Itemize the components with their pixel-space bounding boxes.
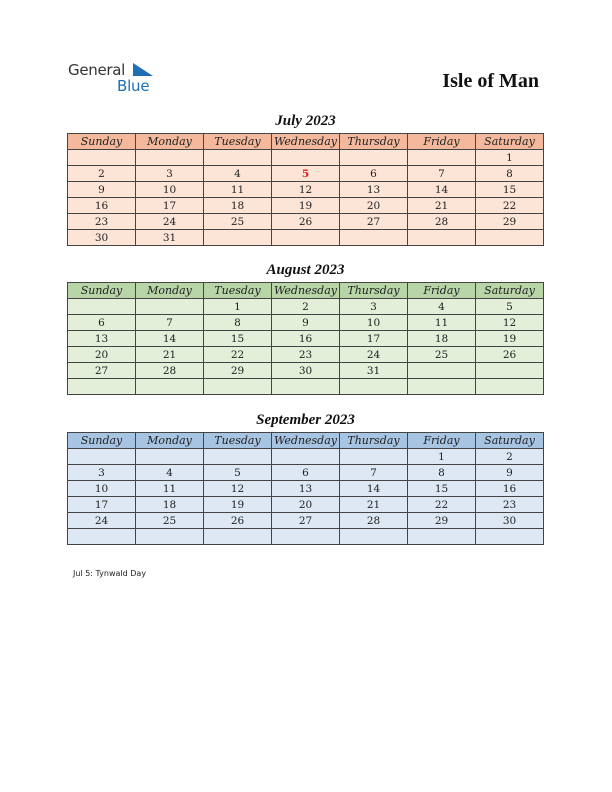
week-row	[68, 166, 544, 182]
week-row	[68, 315, 544, 331]
day-cell: 4	[204, 166, 272, 182]
weekday-header-row	[68, 433, 544, 449]
week-row	[68, 230, 544, 246]
week-row	[68, 214, 544, 230]
weekday-header: Sunday	[68, 283, 136, 299]
day-cell	[272, 150, 340, 166]
day-cell: 8	[204, 315, 272, 331]
week-row	[68, 347, 544, 363]
week-row	[68, 198, 544, 214]
day-cell: 11	[204, 182, 272, 198]
week-row	[68, 150, 544, 166]
day-cell: 21	[340, 497, 408, 513]
day-cell: 17	[136, 198, 204, 214]
day-cell	[136, 299, 204, 315]
day-cell: 31	[136, 230, 204, 246]
day-cell: 1	[204, 299, 272, 315]
day-cell: 29	[204, 363, 272, 379]
weekday-header: Monday	[136, 283, 204, 299]
day-cell: 13	[272, 481, 340, 497]
country-title: Isle of Man	[442, 70, 539, 92]
day-cell: 28	[408, 214, 476, 230]
weekday-header: Thursday	[340, 134, 408, 150]
day-cell: 10	[68, 481, 136, 497]
month-title: July 2023	[275, 113, 336, 129]
day-cell: 10	[340, 315, 408, 331]
weekday-header: Wednesday	[272, 134, 340, 150]
day-cell: 28	[136, 363, 204, 379]
day-cell: 19	[204, 497, 272, 513]
weekday-header: Sunday	[68, 134, 136, 150]
day-cell: 12	[272, 182, 340, 198]
weekday-header: Thursday	[340, 283, 408, 299]
day-cell: 30	[476, 513, 544, 529]
day-cell: 7	[408, 166, 476, 182]
day-cell: 25	[136, 513, 204, 529]
day-cell	[476, 379, 544, 395]
day-cell: 29	[476, 214, 544, 230]
day-cell: 20	[272, 497, 340, 513]
logo-word-blue: Blue	[117, 77, 150, 95]
day-cell: 21	[408, 198, 476, 214]
day-cell: 12	[204, 481, 272, 497]
weekday-header: Saturday	[476, 134, 544, 150]
weekday-header: Tuesday	[204, 433, 272, 449]
logo-word-general: General	[68, 61, 126, 79]
day-cell	[340, 150, 408, 166]
week-row	[68, 449, 544, 465]
day-cell: 6	[68, 315, 136, 331]
day-cell: 24	[136, 214, 204, 230]
week-row	[68, 379, 544, 395]
day-cell: 4	[408, 299, 476, 315]
day-cell: 4	[136, 465, 204, 481]
day-cell: 23	[68, 214, 136, 230]
day-cell: 27	[272, 513, 340, 529]
day-cell: 18	[408, 331, 476, 347]
day-cell: 12	[476, 315, 544, 331]
day-cell	[204, 230, 272, 246]
day-cell: 6	[340, 166, 408, 182]
day-cell	[204, 529, 272, 545]
weekday-header: Tuesday	[204, 134, 272, 150]
day-cell: 2	[476, 449, 544, 465]
day-cell: 15	[476, 182, 544, 198]
day-cell: 17	[340, 331, 408, 347]
day-cell: 6	[272, 465, 340, 481]
day-cell: 9	[68, 182, 136, 198]
week-row	[68, 529, 544, 545]
day-cell	[204, 379, 272, 395]
weekday-header: Friday	[408, 283, 476, 299]
day-cell: 14	[340, 481, 408, 497]
day-cell	[204, 449, 272, 465]
day-cell: 7	[136, 315, 204, 331]
week-row	[68, 481, 544, 497]
day-cell	[68, 299, 136, 315]
day-cell: 16	[476, 481, 544, 497]
day-cell: 24	[340, 347, 408, 363]
day-cell	[136, 150, 204, 166]
day-cell: 3	[136, 166, 204, 182]
day-cell: 5	[204, 465, 272, 481]
day-cell: 14	[408, 182, 476, 198]
weekday-header-row	[68, 134, 544, 150]
day-cell	[68, 449, 136, 465]
day-cell	[204, 150, 272, 166]
day-cell: 2	[68, 166, 136, 182]
week-row	[68, 497, 544, 513]
day-cell: 27	[340, 214, 408, 230]
day-cell: 17	[68, 497, 136, 513]
day-cell: 21	[136, 347, 204, 363]
day-cell: 30	[272, 363, 340, 379]
week-row	[68, 182, 544, 198]
weekday-header: Saturday	[476, 433, 544, 449]
weekday-header: Monday	[136, 134, 204, 150]
week-row	[68, 465, 544, 481]
month-calendar-table	[67, 133, 544, 246]
day-cell	[68, 150, 136, 166]
weekday-header-row	[68, 283, 544, 299]
day-cell	[408, 363, 476, 379]
day-cell: 30	[68, 230, 136, 246]
day-cell	[408, 150, 476, 166]
day-cell: 29	[408, 513, 476, 529]
day-cell	[340, 449, 408, 465]
day-cell: 18	[136, 497, 204, 513]
day-cell: 19	[476, 331, 544, 347]
day-cell: 2	[272, 299, 340, 315]
weekday-header: Monday	[136, 433, 204, 449]
weekday-header: Friday	[408, 433, 476, 449]
weekday-header: Wednesday	[272, 433, 340, 449]
day-cell: 16	[272, 331, 340, 347]
weekday-header: Friday	[408, 134, 476, 150]
week-row	[68, 513, 544, 529]
day-cell	[136, 529, 204, 545]
day-cell	[340, 529, 408, 545]
day-cell	[340, 379, 408, 395]
day-cell	[272, 379, 340, 395]
week-row	[68, 331, 544, 347]
day-cell	[476, 230, 544, 246]
day-cell: 5	[476, 299, 544, 315]
weekday-header: Tuesday	[204, 283, 272, 299]
day-cell	[272, 529, 340, 545]
day-cell: 26	[476, 347, 544, 363]
day-cell: 31	[340, 363, 408, 379]
day-cell	[476, 363, 544, 379]
day-cell: 15	[408, 481, 476, 497]
day-cell	[408, 230, 476, 246]
day-cell	[136, 379, 204, 395]
day-cell: 10	[136, 182, 204, 198]
week-row	[68, 299, 544, 315]
day-cell: 25	[408, 347, 476, 363]
day-cell: 27	[68, 363, 136, 379]
day-cell: 16	[68, 198, 136, 214]
day-cell	[476, 529, 544, 545]
day-cell: 8	[408, 465, 476, 481]
generalblue-logo	[68, 60, 168, 100]
day-cell	[340, 230, 408, 246]
weekday-header: Sunday	[68, 433, 136, 449]
day-cell	[272, 230, 340, 246]
day-cell: 11	[136, 481, 204, 497]
day-cell: 8	[476, 166, 544, 182]
day-cell: 9	[272, 315, 340, 331]
day-cell: 13	[340, 182, 408, 198]
day-cell	[68, 529, 136, 545]
weekday-header: Saturday	[476, 283, 544, 299]
day-cell: 28	[340, 513, 408, 529]
day-cell	[68, 379, 136, 395]
holiday-note: Jul 5: Tynwald Day	[73, 569, 147, 578]
month-calendar-table	[67, 282, 544, 395]
weekday-header: Wednesday	[272, 283, 340, 299]
day-cell: 22	[204, 347, 272, 363]
day-cell: 18	[204, 198, 272, 214]
day-cell	[408, 379, 476, 395]
logo-triangle-icon	[133, 63, 153, 77]
day-cell: 23	[476, 497, 544, 513]
day-cell: 13	[68, 331, 136, 347]
day-cell: 11	[408, 315, 476, 331]
day-cell: 7	[340, 465, 408, 481]
day-cell: 26	[204, 513, 272, 529]
day-cell	[272, 449, 340, 465]
day-cell: 9	[476, 465, 544, 481]
month-title: August 2023	[266, 262, 345, 278]
week-row	[68, 363, 544, 379]
day-cell: 22	[476, 198, 544, 214]
day-cell: 14	[136, 331, 204, 347]
holiday-day-cell: 5	[272, 166, 340, 182]
month-title: September 2023	[256, 412, 355, 428]
day-cell: 1	[476, 150, 544, 166]
day-cell: 26	[272, 214, 340, 230]
day-cell: 22	[408, 497, 476, 513]
day-cell: 3	[340, 299, 408, 315]
day-cell: 19	[272, 198, 340, 214]
day-cell: 23	[272, 347, 340, 363]
month-calendar-table	[67, 432, 544, 545]
day-cell: 3	[68, 465, 136, 481]
day-cell: 15	[204, 331, 272, 347]
weekday-header: Thursday	[340, 433, 408, 449]
day-cell: 1	[408, 449, 476, 465]
day-cell: 25	[204, 214, 272, 230]
day-cell: 20	[68, 347, 136, 363]
day-cell	[136, 449, 204, 465]
day-cell	[408, 529, 476, 545]
day-cell: 20	[340, 198, 408, 214]
day-cell: 24	[68, 513, 136, 529]
